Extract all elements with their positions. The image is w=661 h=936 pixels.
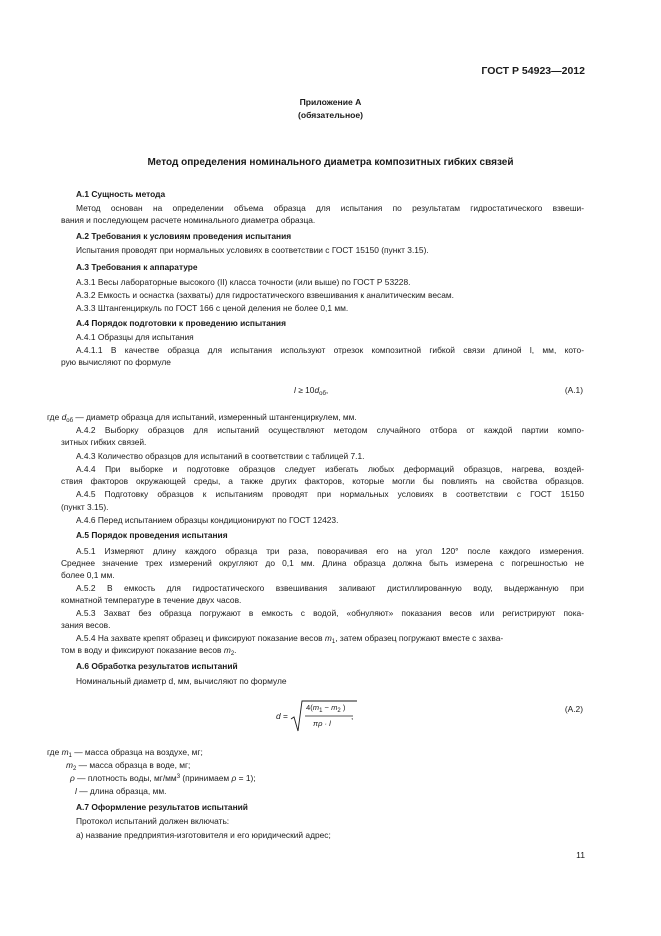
item-a4-2-line2: зитных гибких связей. — [61, 437, 147, 447]
item-a4-2-line1: А.4.2 Выборку образцов для испытаний осуществляют методом случайного отбора от каждой партии компо- — [76, 425, 584, 435]
item-a3-1: А.3.1 Весы лабораторные высокого (II) класса точности (или выше) по ГОСТ Р 53228. — [76, 277, 411, 287]
item-a4-5-line1: А.4.5 Подготовку образцов к испытаниям проводят при нормальных условиях в соответствии с ГОСТ 15150 — [76, 489, 584, 499]
item-a4-3: А.4.3 Количество образцов для испытаний в соответствии с таблицей 7.1. — [76, 451, 365, 461]
item-a5-1-line1: А.5.1 Измеряют длину каждого образца три раза, поворачивая его на угол 120° после каждого измерения. — [76, 546, 584, 556]
heading-a3: А.3 Требования к аппаратуре — [76, 262, 198, 272]
where-l: l — длина образца, мм. — [75, 786, 167, 796]
paragraph-a7: Протокол испытаний должен включать: — [76, 816, 230, 826]
where-d-ob: где $d_{об}$ — диаметр образца для испытаний, измеренный штангенциркулем, мм. — [47, 412, 357, 424]
heading-a7: А.7 Оформление результатов испытаний — [76, 802, 248, 812]
paragraph-a1-line1: Метод основан на определении объема образца для испытания по результатам гидростатического взвеши- — [76, 203, 584, 213]
formula-a2-comma: , — [351, 711, 354, 721]
item-a5-1-line2: Среднее значение трех измерений округляют до 0,1 мм. Длина образца должна быть измерена с погрешностью не — [61, 558, 584, 568]
item-a4-1: А.4.1 Образцы для испытания — [76, 332, 194, 342]
item-a5-3-line1: А.5.3 Захват без образца погружают в емкость с водой, «обнуляют» показания весов или регистрируют пока- — [76, 608, 584, 618]
formula-a2-lhs: d = — [276, 711, 288, 721]
heading-a6: А.6 Обработка результатов испытаний — [76, 661, 238, 671]
formula-a2-numerator: $4(m_1 - m_2$ ) — [306, 703, 346, 714]
where-rho: ρ — плотность воды, $мг/мм^3$ (принимаем ρ = 1); — [70, 773, 256, 783]
heading-a1: А.1 Сущность метода — [76, 189, 166, 199]
where-m1: где $m_1$ — масса образца на воздухе, мг; — [47, 747, 203, 759]
formula-a2-denominator: πρ · l — [313, 719, 331, 728]
item-a5-1-line3: более 0,1 мм. — [61, 570, 115, 580]
paragraph-a2: Испытания проводят при нормальных условиях в соответствии с ГОСТ 15150 (пункт 3.15). — [76, 245, 429, 255]
item-a4-6: А.4.6 Перед испытанием образцы кондиционируют по ГОСТ 12423. — [76, 515, 339, 525]
formula-a1: $l \ge 10d_{об}$, — [294, 385, 329, 397]
item-a5-4-line1: А.5.4 На захвате крепят образец и фиксируют показание весов $m_1$, затем образец погружают вместе с захва- — [76, 633, 504, 645]
heading-a2: А.2 Требования к условиям проведения испытания — [76, 231, 292, 241]
paragraph-a1-line2: вания и последующем расчете номинального диаметра образца. — [61, 215, 316, 225]
section-title: Метод определения номинального диаметра композитных гибких связей — [147, 157, 514, 168]
item-a3-3: А.3.3 Штангенциркуль по ГОСТ 166 с ценой деления не более 0,1 мм. — [76, 303, 349, 313]
item-a4-1-1-line1: А.4.1.1 В качестве образца для испытания используют отрезок композитной гибкой связи длиной l, мм, кото- — [76, 345, 584, 355]
heading-a4: А.4 Порядок подготовки к проведению испытания — [76, 318, 286, 328]
paragraph-a6: Номинальный диаметр d, мм, вычисляют по формуле — [76, 676, 287, 686]
where-m2: $m_2$ — масса образца в воде, мг; — [66, 760, 191, 772]
item-a4-4-line2: ствия факторов окружающей среды, а также других факторов, которые могли бы повлиять на свойства образцов. — [61, 476, 584, 486]
formula-a1-number: (А.1) — [564, 385, 583, 395]
appendix-label: Приложение А — [299, 97, 362, 107]
item-a5-3-line2: зания весов. — [61, 620, 111, 630]
item-a3-2: А.3.2 Емкость и оснастка (захваты) для гидростатического взвешивания к аналитическим весам. — [76, 290, 454, 300]
item-a4-5-line2: (пункт 3.15). — [61, 502, 109, 512]
item-a5-2-line2: комнатной температуре в течение двух часов. — [61, 595, 242, 605]
heading-a5: А.5 Порядок проведения испытания — [76, 530, 228, 540]
item-a4-4-line1: А.4.4 При выборке и подготовке образцов следует избегать любых деформаций образцов, нагрева, воздей- — [76, 464, 584, 474]
document-code: ГОСТ Р 54923—2012 — [481, 65, 585, 77]
item-a5-4-line2: том в воду и фиксируют показание весов $m_2$. — [61, 645, 237, 657]
page-number: 11 — [576, 850, 585, 860]
item-a4-1-1-line2: рую вычисляют по формуле — [61, 357, 171, 367]
list-item-a: а) название предприятия-изготовителя и его юридический адрес; — [76, 830, 331, 840]
item-a5-2-line1: А.5.2 В емкость для гидростатического взвешивания заливают дистиллированную воду, выдержанную при — [76, 583, 584, 593]
formula-a2-number: (А.2) — [564, 704, 583, 714]
appendix-status: (обязательное) — [297, 110, 364, 120]
